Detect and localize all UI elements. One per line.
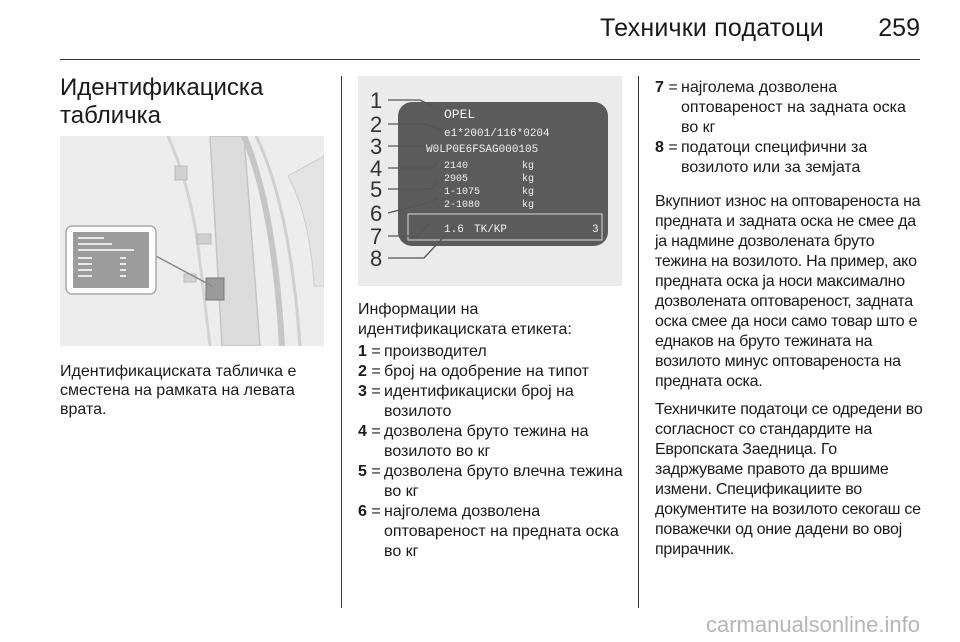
- right-text-block: [655, 78, 923, 560]
- callout-2: 2: [370, 112, 383, 137]
- legend-equals: =: [371, 383, 381, 400]
- header-divider: [60, 59, 920, 60]
- legend-number: 2: [358, 363, 367, 380]
- callout-7: 7: [370, 224, 383, 249]
- plate-unit-1: kg: [522, 161, 535, 172]
- legend-text: најголема дозволена оптовареност на задната оска во кг: [681, 79, 906, 136]
- legend-text: производител: [384, 343, 487, 360]
- callout-4: 4: [370, 156, 383, 181]
- callout-6: 6: [370, 201, 383, 226]
- legend-item: [358, 502, 626, 562]
- plate-footer-left: 1.6: [444, 224, 464, 236]
- plate-type-approval: e1*2001/116*0204: [444, 128, 550, 140]
- legend-item: [358, 462, 626, 502]
- figure-caption: Идентификациската табличка е сместена на рамката на левата врата.: [60, 363, 297, 418]
- door-frame-illustration: [60, 136, 324, 346]
- standards-paragraph: Техничките податоци се одредени во согласност со стандардите на Европската Заедница. Го задржуваме правото да вршиме измени. Спецификациите во документите на возилото секогаш се поважечки од оние дадени во овој прирачник.: [655, 401, 923, 558]
- legend-number: 3: [358, 383, 367, 400]
- callout-3: 3: [370, 134, 383, 159]
- legend-equals: =: [371, 463, 381, 480]
- plate-legend-list: [358, 342, 626, 562]
- plate-legend-list-continued: [655, 78, 923, 178]
- plate-unit-4: kg: [522, 200, 535, 211]
- plate-unit-3: kg: [522, 187, 535, 198]
- page-header-title: Технички податоци: [600, 14, 824, 42]
- legend-text: дозволена бруто тежина на возилото во кг: [384, 423, 589, 460]
- left-column: [60, 74, 328, 130]
- watermark: carmanualsonline.info: [705, 612, 920, 637]
- plate-weight-2: 2905: [444, 174, 469, 185]
- callout-1: 1: [370, 88, 383, 113]
- legend-text: идентификациски број на возилото: [384, 383, 574, 420]
- plate-vin: W0LP0E6FSAG000105: [426, 144, 539, 156]
- axle-load-paragraph: Вкупниот износ на оптовареноста на предната и задната оска не смее да ја надмине дозволената бруто тежина на возилото. На пример, ако предната оска ја носи максимално дозволената оптовареност, задната оска смее да носи само товар што е еднаков на бруто тежината на возилото минус оптовареноста на предната оска.: [655, 193, 921, 390]
- column-divider-2: [638, 76, 639, 608]
- plate-unit-2: kg: [522, 174, 535, 185]
- legend-item: [358, 342, 626, 362]
- legend-text: број на одобрение на типот: [384, 363, 589, 380]
- plate-weight-3: 1-1075: [444, 187, 481, 198]
- legend-text: дозволена бруто влечна тежина во кг: [384, 463, 623, 500]
- legend-item: [358, 362, 626, 382]
- legend-number: 8: [655, 139, 664, 156]
- legend-number: 5: [358, 463, 367, 480]
- legend-equals: =: [371, 503, 381, 520]
- section-heading: Идентификациска табличка: [60, 74, 264, 129]
- plate-info-intro: Информации на идентификациската етикета:: [358, 301, 572, 338]
- door-frame-svg: [60, 136, 324, 346]
- plate-weight-1: 2140: [444, 161, 469, 172]
- legend-number: 7: [655, 79, 664, 96]
- legend-equals: =: [371, 363, 381, 380]
- column-divider-1: [341, 76, 342, 608]
- plate-manufacturer: OPEL: [444, 107, 476, 122]
- left-caption-block: [60, 362, 330, 419]
- legend-equals: =: [371, 423, 381, 440]
- legend-equals: =: [668, 79, 678, 96]
- legend-number: 6: [358, 503, 367, 520]
- identification-plate-figure: [358, 76, 622, 286]
- page-number: 259: [878, 14, 920, 42]
- legend-equals: =: [371, 343, 381, 360]
- plate-weight-4: 2-1080: [444, 200, 481, 211]
- legend-equals: =: [668, 139, 678, 156]
- legend-item: [358, 382, 626, 422]
- legend-number: 1: [358, 343, 367, 360]
- plate-footer-mid: TK/KP: [474, 224, 508, 236]
- legend-text: најголема дозволена оптовареност на предната оска во кг: [384, 503, 619, 560]
- middle-text-block: [358, 300, 626, 562]
- legend-item: [358, 422, 626, 462]
- legend-text: податоци специфични за возилото или за земјата: [681, 139, 868, 176]
- plate-footer-right: 3: [592, 224, 599, 236]
- legend-item: [655, 138, 923, 178]
- pillar-label-marker: [206, 278, 224, 300]
- callout-8: 8: [370, 246, 383, 271]
- plate-diagram-svg: [358, 76, 622, 286]
- callout-5: 5: [370, 177, 383, 202]
- legend-item: [655, 78, 923, 138]
- legend-number: 4: [358, 423, 367, 440]
